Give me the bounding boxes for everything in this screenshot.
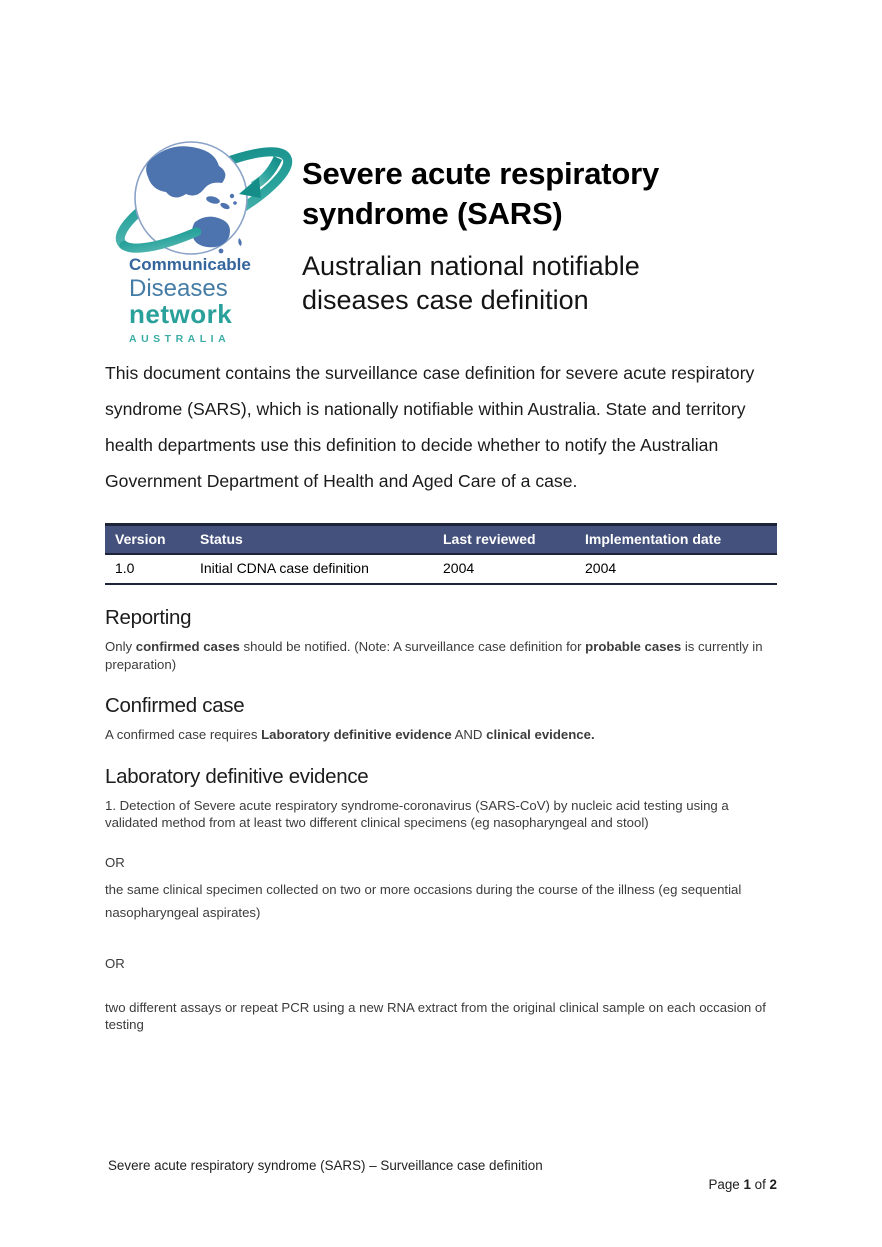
footer-document-title: Severe acute respiratory syndrome (SARS) – Surveillance case definition — [108, 1158, 543, 1173]
table-row — [105, 554, 777, 584]
logo-word-diseases: Diseases — [129, 274, 228, 302]
section-heading-confirmed-case: Confirmed case — [105, 694, 245, 717]
version-table-header-row — [105, 525, 777, 555]
page-subtitle — [302, 249, 659, 317]
globe-orbit-icon — [111, 130, 297, 266]
page-footer — [108, 1158, 777, 1192]
cell-version: 1.0 — [115, 560, 135, 576]
lab-evidence-paragraph-3: two different assays or repeat PCR using a new RNA extract from the original clinical sample on each occasion of testing — [105, 999, 766, 1032]
section-heading-lab-evidence: Laboratory definitive evidence — [105, 764, 369, 788]
logo-word-australia: AUSTRALIA — [129, 333, 231, 346]
logo-word-communicable: Communicable — [129, 255, 251, 274]
cell-status: Initial CDNA case definition — [200, 560, 369, 576]
page-subtitle-line1: Australian national notifiable — [302, 251, 640, 281]
cell-last-reviewed: 2004 — [443, 560, 475, 576]
page-title — [302, 154, 659, 234]
column-header-last-reviewed: Last reviewed — [433, 525, 575, 555]
or-separator-1: OR — [105, 854, 125, 870]
cell-implementation-date: 2004 — [585, 560, 617, 576]
logo-wordmark — [111, 256, 302, 345]
cdna-logo — [105, 130, 302, 346]
page-title-line1: Severe acute respiratory — [302, 156, 660, 191]
page-title-line2: syndrome (SARS) — [302, 196, 563, 231]
confirmed-case-paragraph: A confirmed case requires Laboratory definitive evidence AND clinical evidence. — [105, 727, 595, 742]
page-number: Page 1 of 2 — [708, 1177, 777, 1192]
title-block — [302, 130, 659, 342]
intro-paragraph: This document contains the surveillance case definition for severe acute respiratory syndrome (SARS), which is nationally notifiable within Australia. State and territory health departments use this definition to decide whether to notify the Australian Government Department of Health and Aged Care of a case. — [105, 363, 755, 491]
page-subtitle-line2: diseases case definition — [302, 285, 589, 315]
or-separator-2: OR — [105, 956, 125, 971]
logo-word-network: network — [129, 299, 233, 330]
version-table — [105, 523, 777, 585]
lab-evidence-paragraph-2: the same clinical specimen collected on two or more occasions during the course of the illness (eg sequential nasopharyngeal aspirates) — [105, 882, 742, 920]
masthead — [105, 0, 777, 346]
column-header-version: Version — [105, 525, 190, 555]
column-header-implementation-date: Implementation date — [575, 525, 777, 555]
lab-evidence-paragraph-1: 1. Detection of Severe acute respiratory syndrome-coronavirus (SARS-CoV) by nucleic acid testing using a validated method from at least two different clinical specimens (eg nasopharyngeal and stool) — [105, 797, 729, 830]
section-heading-reporting: Reporting — [105, 606, 192, 629]
column-header-status: Status — [190, 525, 433, 555]
reporting-paragraph: Only confirmed cases should be notified. (Note: A surveillance case definition for probable cases is currently in preparation) — [105, 639, 763, 672]
